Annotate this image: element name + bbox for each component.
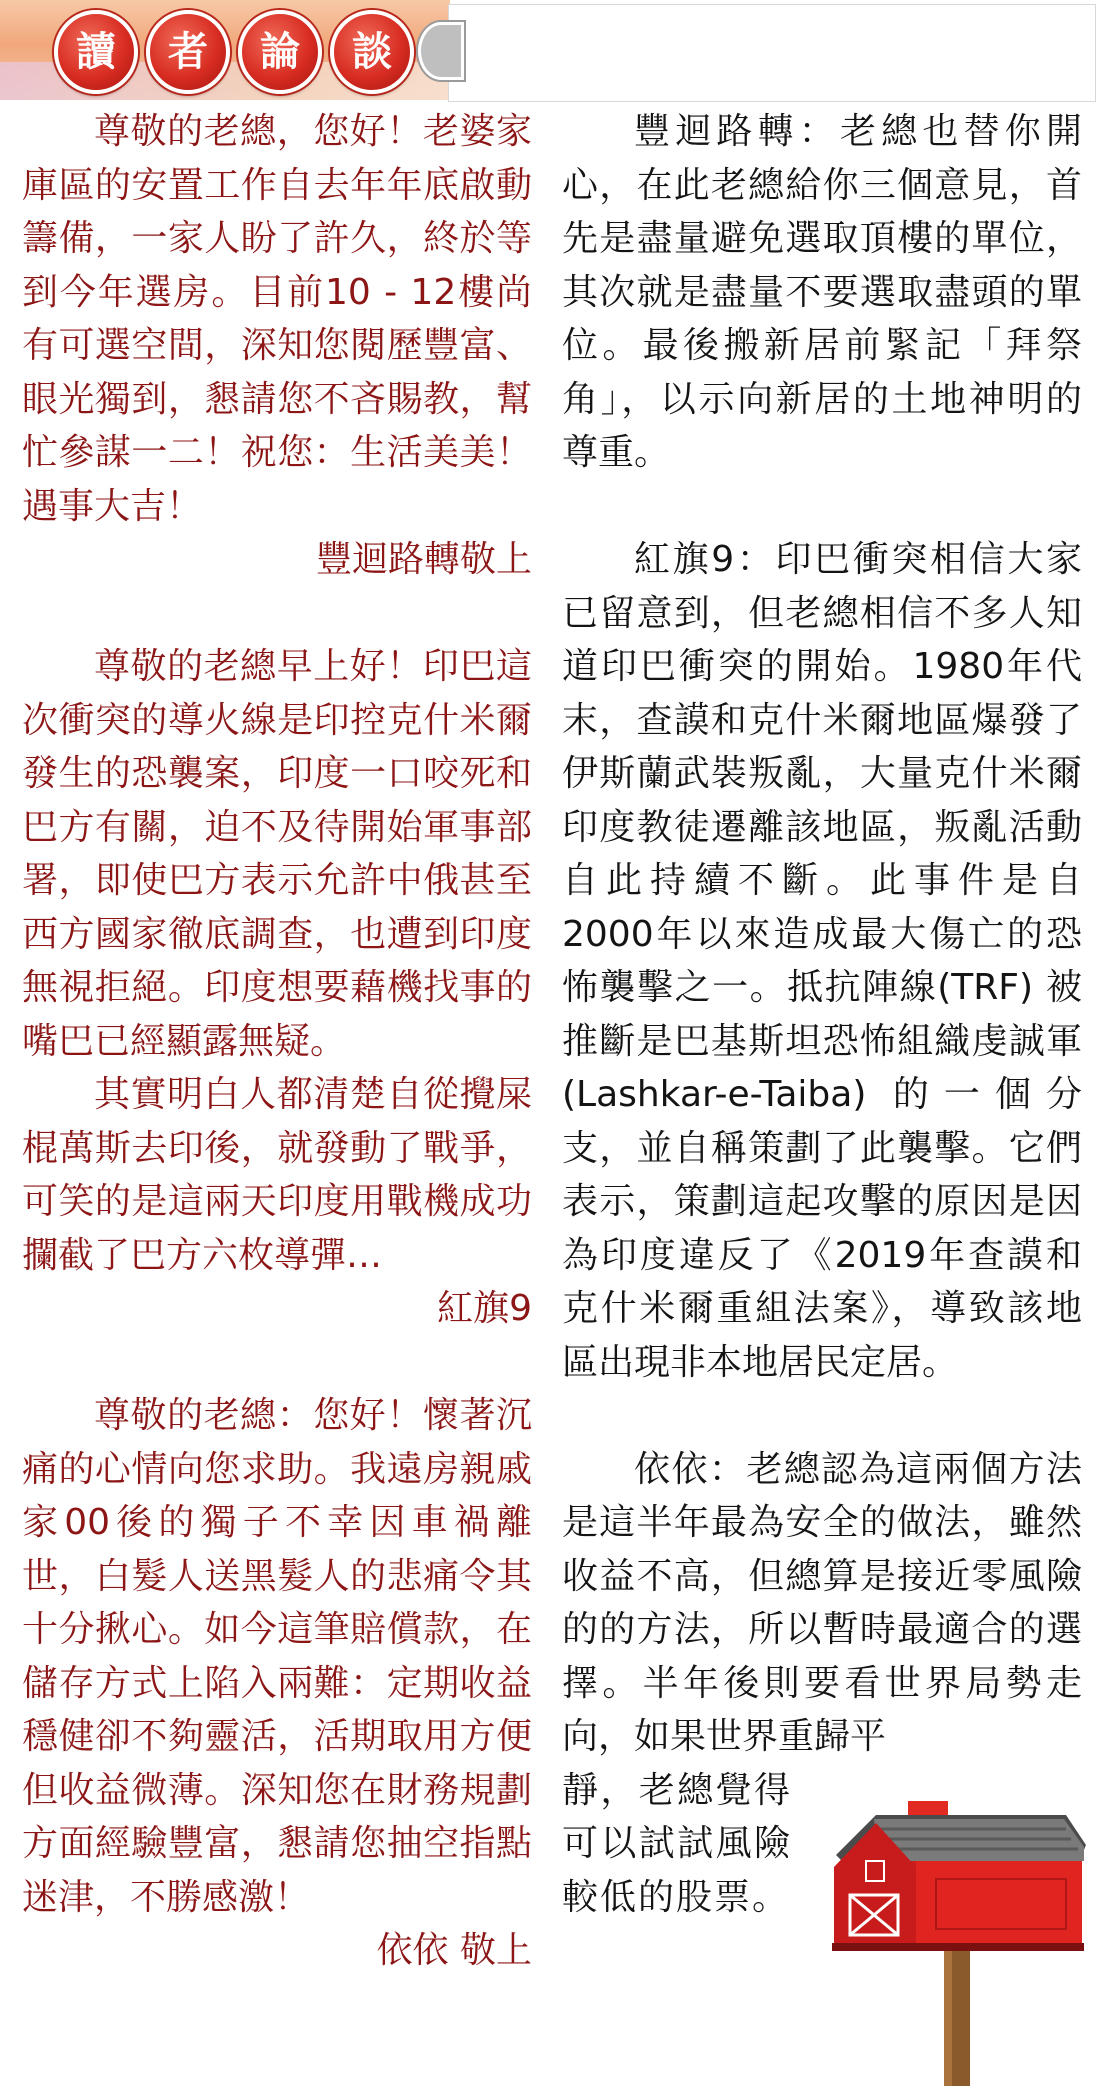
letter-2-text: 尊敬的老總早上好！印巴這次衝突的導火線是印控克什米爾發生的恐襲案，印度一口咬死和巴方有關，迫不及待開始軍事部署，即使巴方表示允許中俄甚至西方國家徹底調查，也遭到印度無視拒絕。印度想要藉機找事的嘴巴已經顯露無疑。 bbox=[22, 646, 532, 1062]
header-blank-panel bbox=[448, 4, 1096, 102]
reply-2-text: 紅旗9：印巴衝突相信大家已留意到，但老總相信不多人知道印巴衝突的開始。1980年代末，查謨和克什米爾地區爆發了伊斯蘭武裝叛亂，大量克什米爾印度教徒遷離該地區，叛亂活動自此持續不斷。此事件是自2000年以來造成最大傷亡的恐怖襲擊之一。抵抗陣線(TRF) 被推斷是巴基斯坦恐怖組織虔誠軍 (Lashkar-e-Taiba) 的一個分支，並自稱策劃了此襲擊。它們表示，策劃這起攻擊的原因是因為印度違反了《2019年查謨和克什米爾重組法案》，導致該地區出現非本地居民定居。 bbox=[562, 539, 1082, 1383]
title-badge-partial bbox=[418, 22, 464, 80]
letter-3-signature: 依依 敬上 bbox=[376, 1930, 532, 1971]
title-badge-2: 者 bbox=[146, 10, 230, 94]
reply-3-text-ending: 靜，老總覺得可以試試風險較低的股票。 bbox=[562, 1769, 792, 1918]
letter-1-signature: 豐迴路轉敬上 bbox=[315, 539, 532, 580]
title-badge-4: 談 bbox=[330, 10, 414, 94]
column-title bbox=[54, 10, 414, 94]
title-badge-1: 讀 bbox=[54, 10, 138, 94]
reader-letters-column bbox=[22, 105, 532, 1978]
mailbox-illustration bbox=[816, 1795, 1100, 2086]
letter-3-text: 尊敬的老總：您好！懷著沉痛的心情向您求助。我遠房親戚家00後的獨子不幸因車禍離世，白髮人送黑髮人的悲痛令其十分揪心。如今這筆賠償款，在儲存方式上陷入兩難：定期收益穩健卻不夠靈活，活期取用方便但收益微薄。深知您在財務規劃方面經驗豐富，懇請您抽空指點迷津，不勝感激！ bbox=[22, 1395, 532, 1918]
letter-1-text: 尊敬的老總，您好！老婆家庫區的安置工作自去年年底啟動籌備，一家人盼了許久，終於等到今年選房。目前10 - 12樓尚有可選空間，深知您閱歷豐富、眼光獨到，懇請您不吝賜教，幫忙參謀一二！祝您：生活美美！遇事大吉！ bbox=[22, 111, 532, 527]
column-header bbox=[0, 0, 1100, 104]
letter-2-text-continued: 其實明白人都清楚自從攪屎棍萬斯去印後，就發動了戰爭，可笑的是這兩天印度用戰機成功攔截了巴方六枚導彈… bbox=[22, 1074, 532, 1276]
reply-1-text: 豐迴路轉：老總也替你開心，在此老總給你三個意見，首先是盡量避免選取頂樓的單位，其次就是盡量不要選取盡頭的單位。最後搬新居前緊記「拜祭角」，以示向新居的土地神明的尊重。 bbox=[562, 111, 1082, 473]
letter-2-signature: 紅旗9 bbox=[437, 1288, 532, 1329]
reply-3-text: 依依：老總認為這兩個方法是這半年最為安全的做法，雖然收益不高，但總算是接近零風險的的方法，所以暫時最適合的選擇。半年後則要看世界局勢走向，如果世界重歸平 bbox=[562, 1448, 1082, 1757]
editor-replies-column bbox=[562, 105, 1082, 1924]
title-badge-3: 論 bbox=[238, 10, 322, 94]
